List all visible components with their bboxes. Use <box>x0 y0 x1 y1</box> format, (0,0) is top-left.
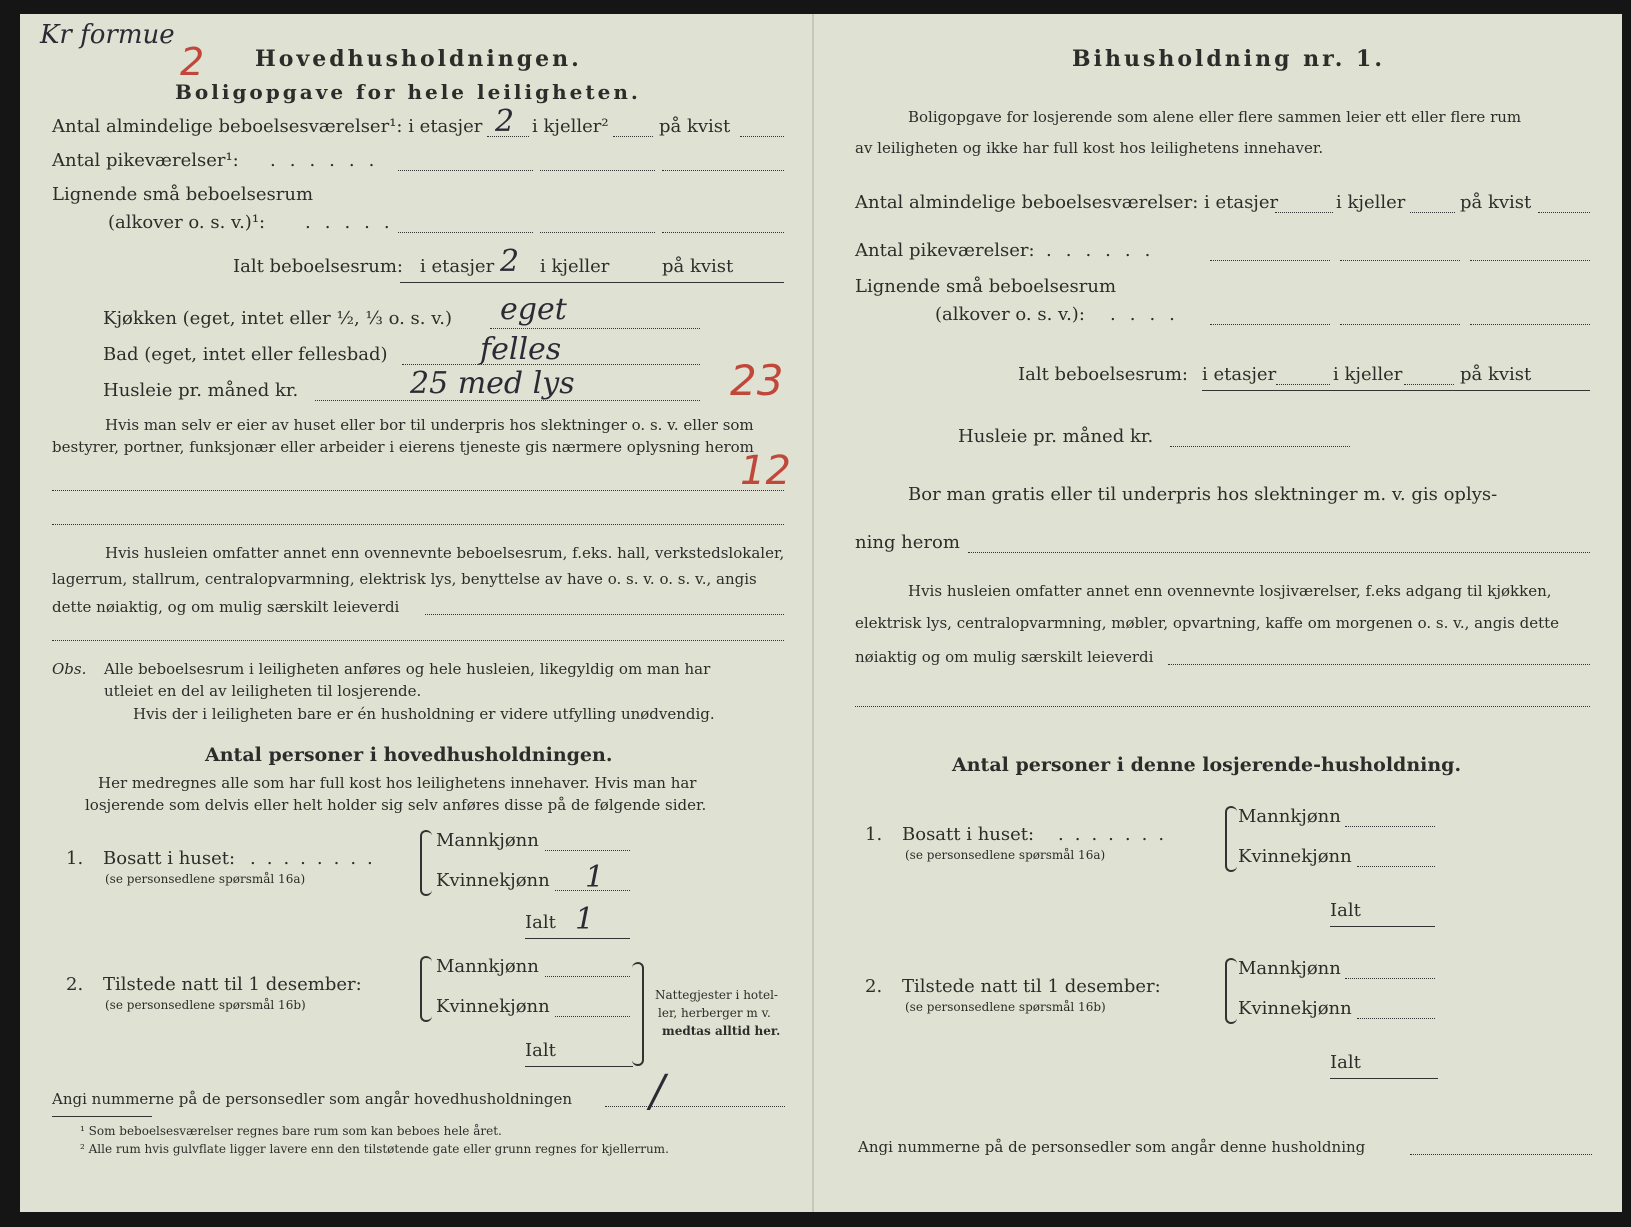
left-antal-alm-label: Antal almindelige beboelsesværelser¹: i etasjer <box>52 116 483 137</box>
hand-angi-val: / <box>650 1066 665 1117</box>
hand-red-2: 2 <box>180 40 205 84</box>
right-lign2: (alkover o. s. v.): <box>935 304 1085 325</box>
left-b1-ialt: Ialt <box>525 912 556 933</box>
right-b1-mann: Mannkjønn <box>1238 806 1341 827</box>
right-b1-label: Bosatt i huset: <box>902 824 1035 845</box>
left-ialt-label: Ialt beboelsesrum: <box>233 256 403 277</box>
right-pike-label: Antal pikeværelser: <box>855 240 1035 261</box>
right-b1-num: 1. <box>865 824 883 845</box>
right-husleie: Husleie pr. måned kr. <box>958 426 1154 447</box>
hand-ialt-etasjer-val: 2 <box>500 244 520 279</box>
right-b1-dots: ....... <box>1058 824 1176 845</box>
right-antal-alm-label: Antal almindelige beboelsesværelser: i etasjer <box>855 192 1279 213</box>
right-ialt-etasjer: i etasjer <box>1202 364 1277 385</box>
left-natt-note1: Nattegjester i hotel- <box>655 988 778 1002</box>
hand-kvinne-val: 1 <box>585 860 605 895</box>
left-natt-note2: ler, herberger m v. <box>658 1006 771 1020</box>
left-pike-dots: ...... <box>270 150 389 171</box>
left-angi: Angi nummerne på de personsedler som angår hovedhusholdningen <box>52 1090 572 1108</box>
right-b2-mann: Mannkjønn <box>1238 958 1341 979</box>
left-antal-alm-kjeller: i kjeller² <box>532 116 609 137</box>
hand-ialt-val: 1 <box>575 902 595 937</box>
left-obs3: Hvis der i leiligheten bare er én husholdning er videre utfylling unødvendig. <box>133 705 715 723</box>
left-b1-sub: (se personsedlene spørsmål 16a) <box>105 872 306 886</box>
left-obs-label: Obs. <box>52 660 87 678</box>
hand-etasjer-val: 2 <box>495 104 515 139</box>
left-b1-mann: Mannkjønn <box>436 830 539 851</box>
left-pike-label: Antal pikeværelser¹: <box>52 150 239 171</box>
left-b1-num: 1. <box>66 848 84 869</box>
left-lign1: Lignende små beboelsesrum <box>52 184 314 205</box>
right-gratis2: ning herom <box>855 532 960 553</box>
left-persons-t1: Her medregnes alle som har full kost hos leilighetens innehaver. Hvis man har <box>98 774 697 792</box>
left-fn2: ² Alle rum hvis gulvflate ligger lavere enn den tilstøtende gate eller grunn regnes for kjellerrum. <box>80 1142 669 1156</box>
right-omfatter1: Hvis husleien omfatter annet enn ovennevnte losjiværelser, f.eks adgang til kjøkken, <box>908 582 1552 600</box>
right-b2-num: 2. <box>865 976 883 997</box>
left-title: Hovedhusholdningen. <box>255 46 582 72</box>
left-fn1: ¹ Som beboelsesværelser regnes bare rum som kan beboes hele året. <box>80 1124 502 1138</box>
left-obs1: Alle beboelsesrum i leiligheten anføres og hele husleien, likegyldig om man har <box>104 660 711 678</box>
left-b1-label: Bosatt i huset: <box>103 848 236 869</box>
hand-husleie-val: 25 med lys <box>410 366 575 401</box>
left-persons-title: Antal personer i hovedhusholdningen. <box>205 744 613 766</box>
right-angi: Angi nummerne på de personsedler som angår denne husholdning <box>858 1138 1366 1156</box>
right-antal-alm-kvist: på kvist <box>1460 192 1532 213</box>
left-omfatter1: Hvis husleien omfatter annet enn ovennevnte beboelsesrum, f.eks. hall, verkstedslokaler, <box>105 544 785 562</box>
left-ialt-kjeller: i kjeller <box>540 256 610 277</box>
left-antal-alm-kvist: på kvist <box>659 116 731 137</box>
right-omfatter3: nøiaktig og om mulig særskilt leieverdi <box>855 648 1154 666</box>
right-b2-sub: (se personsedlene spørsmål 16b) <box>905 1000 1106 1014</box>
left-persons-t2: losjerende som delvis eller helt holder sig selv anføres disse på de følgende sider. <box>85 796 707 814</box>
hand-kjokken-val: eget <box>500 292 567 327</box>
hand-red-23: 23 <box>730 356 784 405</box>
left-lign-dots: ..... <box>305 212 404 233</box>
left-b2-ialt: Ialt <box>525 1040 556 1061</box>
right-ialt-label: Ialt beboelsesrum: <box>1018 364 1188 385</box>
left-omfatter3: dette nøiaktig, og om mulig særskilt leieverdi <box>52 598 400 616</box>
hand-bad-val: felles <box>480 332 562 367</box>
page-fold <box>812 14 814 1212</box>
left-ialt-etasjer: i etasjer <box>420 256 495 277</box>
left-b2-sub: (se personsedlene spørsmål 16b) <box>105 998 306 1012</box>
left-omfatter2: lagerrum, stallrum, centralopvarmning, elektrisk lys, benyttelse av have o. s. v. o. s. v., angis <box>52 570 757 588</box>
left-b1-dots: ........ <box>250 848 384 869</box>
right-gratis1: Bor man gratis eller til underpris hos slektninger m. v. gis oplys- <box>908 484 1498 505</box>
left-natt-note3: medtas alltid her. <box>662 1024 781 1038</box>
left-b2-kvinne: Kvinnekjønn <box>436 996 550 1017</box>
hand-red-12: 12 <box>740 448 791 494</box>
right-b1-sub: (se personsedlene spørsmål 16a) <box>905 848 1106 862</box>
right-omfatter2: elektrisk lys, centralopvarmning, møbler, opvartning, kaffe om morgenen o. s. v., angis dette <box>855 614 1560 632</box>
left-b2-label: Tilstede natt til 1 desember: <box>103 974 362 995</box>
right-lign1: Lignende små beboelsesrum <box>855 276 1117 297</box>
left-bad: Bad (eget, intet eller fellesbad) <box>103 344 388 365</box>
left-subtitle: Boligopgave for hele leiligheten. <box>175 80 641 104</box>
right-antal-alm-kjeller: i kjeller <box>1336 192 1406 213</box>
left-husleie: Husleie pr. måned kr. <box>103 380 299 401</box>
right-b1-ialt: Ialt <box>1330 900 1361 921</box>
right-ialt-kjeller: i kjeller <box>1333 364 1403 385</box>
right-intro2: av leiligheten og ikke har full kost hos leilighetens innehaver. <box>855 139 1324 157</box>
right-persons-title: Antal personer i denne losjerende-husholdning. <box>952 754 1462 776</box>
right-b1-kvinne: Kvinnekjønn <box>1238 846 1352 867</box>
left-b2-mann: Mannkjønn <box>436 956 539 977</box>
left-kjokken: Kjøkken (eget, intet eller ½, ⅓ o. s. v.) <box>103 308 452 329</box>
right-ialt-kvist: på kvist <box>1460 364 1532 385</box>
right-title: Bihusholdning nr. 1. <box>1072 46 1385 72</box>
right-b2-label: Tilstede natt til 1 desember: <box>902 976 1161 997</box>
left-b1-kvinne: Kvinnekjønn <box>436 870 550 891</box>
hand-corner-note: Kr formue <box>40 20 175 50</box>
right-lign-dots: .... <box>1110 304 1189 325</box>
right-b2-ialt: Ialt <box>1330 1052 1361 1073</box>
left-eier-text1: Hvis man selv er eier av huset eller bor til underpris hos slektninger o. s. v. eller som <box>105 416 754 434</box>
right-pike-dots: ...... <box>1046 240 1165 261</box>
right-b2-kvinne: Kvinnekjønn <box>1238 998 1352 1019</box>
left-obs2: utleiet en del av leiligheten til losjerende. <box>104 682 422 700</box>
left-b2-num: 2. <box>66 974 84 995</box>
left-ialt-kvist: på kvist <box>662 256 734 277</box>
left-lign2: (alkover o. s. v.)¹: <box>108 212 266 233</box>
left-eier-text2: bestyrer, portner, funksjonær eller arbeider i eierens tjeneste gis nærmere oplysning herom <box>52 438 754 456</box>
right-intro1: Boligopgave for losjerende som alene eller flere sammen leier ett eller flere rum <box>908 108 1522 126</box>
